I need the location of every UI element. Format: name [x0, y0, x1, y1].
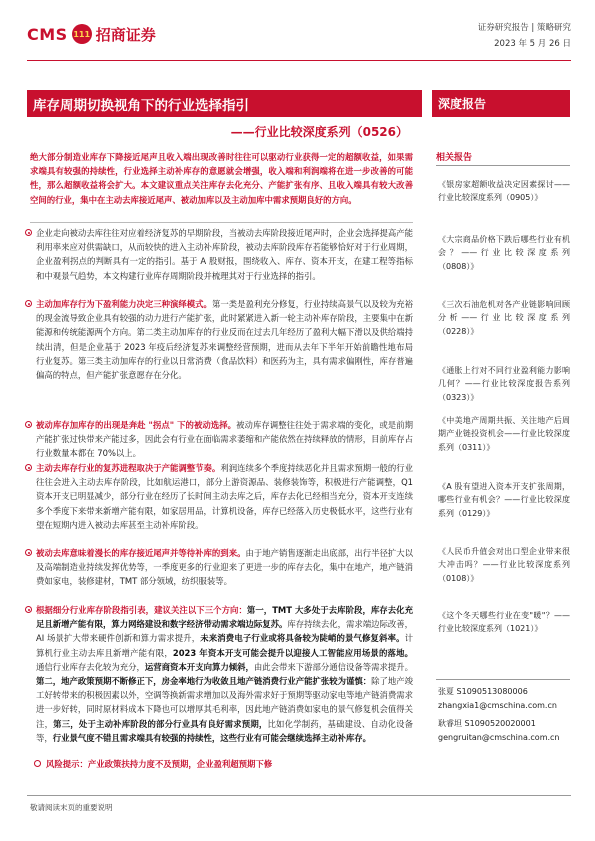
related-report-link[interactable]: 《银房家超额收益决定因素探讨——行业比较深度系列（0905）》	[438, 180, 570, 203]
bullet-body	[36, 228, 413, 281]
bullet-icon	[25, 229, 32, 236]
body-text: 利润连续多个季度持续恶化并且需求预期一般的行业往往会进入主动去库存阶段，比如航运港口，部分上游资源品、装修装饰等，积极进行产能调整，Q1 资本开支已明显减少，部分行业在经历了长时间主动去库之后，库存去化已经相当充分，资本开支连续多个季度下来带来新增产能有限，如家居用品，计算机设备，库存已经落入历史极低水平，这些行业有望在短期内进入被动去库甚至主动补库阶段。	[36, 463, 413, 530]
footer-divider	[27, 795, 571, 796]
bullet-body	[36, 420, 413, 458]
report-date: 2023 年 5 月 26 日	[494, 39, 571, 49]
doc-type: 证券研究报告 | 策略研究	[477, 23, 571, 33]
analyst-name-id: 耿睿坦 S1090520020001	[438, 719, 536, 728]
summary-divider	[30, 222, 413, 223]
body-text: 由于地产销售逐渐走出底部，出行半径扩大以及高端制造业持续发挥优势等，一季度更多的行业迎来了更进一步的库存去化，集中在地产，地产链消费如家电，装修建材，TMT 部分领域，纺织服装等。	[36, 548, 414, 587]
depth-report-label: 深度报告	[438, 97, 487, 111]
bullet-icon	[25, 606, 32, 613]
related-reports-title: 相关报告	[436, 153, 473, 163]
bullet-paragraph-4	[36, 461, 413, 532]
related-report-link[interactable]: 《中美地产周期共振、关注地产后周期产业链投资机会——行业比较深度系列（0311）》	[438, 416, 570, 452]
emphasis-text: 第三，处于主动补库阶段的部分行业具有良好需求预期，	[53, 718, 268, 729]
related-report-link[interactable]: 《A 股有望进入资本开支扩张周期，哪些行业有机会？——行业比较深度系列（0129）》	[438, 482, 570, 518]
body-text: 通信行业库存去化较为充分，	[36, 661, 145, 672]
emphasis-text: 被动去库意味着漫长的库存接近尾声并等待补库的到来。	[36, 548, 246, 558]
related-report-link[interactable]: 《人民币升值会对出口型企业带来很大冲击吗？——行业比较深度系列（0108）》	[438, 547, 570, 583]
analysts-divider	[436, 679, 570, 680]
emphasis-text: 未来消费电子行业或将具备较为陡峭的景气修复斜率。	[200, 633, 405, 644]
related-report-link[interactable]: 《通胀上行对不同行业盈利能力影响几何？——行业比较深度报告系列（0323）》	[438, 366, 570, 402]
depth-report-band	[432, 90, 570, 117]
emphasis-text: 主动加库存行为下盈利能力决定三种演绎模式。	[36, 299, 212, 309]
summary-paragraph: 绝大部分制造业库存下降接近尾声且收入端出现改善时往往可以驱动行业获得一定的超额收益，如果需求端具有较强的持续性，行业选择主动补库存的意愿就会增强，收入端和利润端将在进一步改善的可能性，那么超额收益将会扩大。本文建议重点关注库存去化充分、产能扩张有序、且收入端具有较大改善空间的行业，集中在主动去库接近尾声、被动加库以及主动加库中需求预期良好的方向。	[30, 152, 413, 205]
header-meta	[478, 20, 571, 52]
body-text: 第一类是盈利充分修复，行业持续高景气以及较为充裕的现金流导致企业具有较强的动力进行产能扩张，此时紧紧进入新一轮主动补库存阶段，主要集中在新能源和传统能源两个方向。第二类主动加库存的行业反而在过去几年经历了盈利大幅下滑以及供给端持续出清，但是企业基于 2023 年疫后经济复苏来调整经营预期，进而从去年下半年开始前瞻性地布局行业复苏。第三类主动加库存的行业以日常消费（食品饮料）和医药为主，具有需求偏刚性，库存普遍偏高的特点，但产能扩张意愿存在分化。	[36, 299, 414, 381]
bullet-body	[36, 299, 413, 380]
emphasis-text: 被动库存加库存的出现是奔赴 "拐点" 下的被动选择。	[36, 420, 237, 430]
logo-seal-icon: 111	[72, 24, 92, 44]
emphasis-text: 运营商资本开支向算力倾斜，	[144, 661, 254, 672]
report-title: 库存周期切换视角下的行业选择指引	[33, 97, 249, 114]
bullet-icon	[34, 760, 41, 767]
emphasis-text: 第二，地产政策预期不断修正下，房金率地行为收敛且地产链消费行业产能扩张较为谨慎：	[36, 676, 372, 687]
emphasis-text: 第一，TMT 大多处于去库阶段，库存去化充足且新增产能有限，算力网络建设和数字经济带动需求端边际复苏。	[36, 605, 413, 630]
bullet-icon	[25, 464, 32, 471]
bullet-paragraph-5	[36, 546, 413, 589]
bullet-body	[36, 548, 413, 586]
company-logo	[27, 22, 156, 46]
header-divider	[27, 60, 571, 61]
emphasis-text: 根据细分行业库存阶段指引表，建议关注以下三个方向：	[36, 605, 247, 615]
related-divider	[436, 165, 570, 166]
body-text: 企业走向被动去库往往对应着经济复苏的早期阶段，当被动去库阶段接近尾声时，企业会选择提高产能利用率来应对供需缺口，从而较快的进入主动补库阶段，被动去库阶段库存若能够恰好对于行业周期，企业盈利拐点的判断具有一定的指引。基于 A 股财报，围绕收入、库存、资本开支，在建工程等指标和中观景气趋势，本文构建行业库存周期阶段并梳理其对于行业选择的指引。	[36, 228, 413, 281]
body-text: 比如化学制药，基础建设、自动化设备等，	[36, 718, 414, 743]
related-report-link[interactable]: 《大宗商品价格下跌后哪些行业有机会？——行业比较深度系列（0808）》	[438, 235, 570, 271]
bullet-body	[36, 605, 413, 743]
analyst-email[interactable]: zhangxia1@cmschina.com.cn	[438, 701, 557, 710]
body-text: 计算机行业主动去库且新增产能有限，	[36, 633, 413, 658]
bullet-body	[36, 463, 413, 530]
body-text: 由此会带来下游部分通信设备等需求提升。	[253, 661, 414, 672]
emphasis-text: 主动去库存行业的复苏进程取决于产能调整节奏。	[36, 463, 221, 473]
bullet-paragraph-2	[36, 297, 413, 382]
related-report-link[interactable]: 《三次石油危机对各产业链影响回顾分析——行业比较深度系列（0228）》	[438, 300, 570, 336]
bullet-paragraph-3	[36, 418, 413, 461]
footer-disclaimer: 敬请阅读末页的重要说明	[30, 803, 113, 812]
body-text: 库存持续去化，需求端边际改善，AI 场景扩大带来硬件创新和算力需求提升，	[36, 619, 414, 644]
bullet-icon	[25, 300, 32, 307]
analyst-name-id: 张夏 S1090513080006	[438, 687, 528, 696]
analyst-email[interactable]: gengruitan@cmschina.com.cn	[438, 733, 560, 742]
report-subtitle: ——行业比较深度系列（0526）	[230, 125, 408, 139]
emphasis-text: 行业景气度不错且需求端具有较强的持续性，这些行业有可能会继续选择主动补库存。	[52, 732, 371, 743]
emphasis-text: 2023 年资本开支可能会提升以迎接人工智能应用场景的落地。	[172, 647, 413, 658]
logo-cn-text: 招商证券	[95, 25, 156, 44]
bullet-paragraph-1	[36, 226, 413, 283]
risk-warning: 风险提示：产业政策扶持力度不及预期，企业盈利超预期下修	[46, 758, 272, 770]
logo-cms-text: CMS	[27, 24, 68, 44]
related-report-link[interactable]: 《这个冬天哪些行业在变"暖"？——行业比较深度系列（1021）》	[438, 611, 570, 634]
bullet-paragraph-6	[36, 603, 413, 745]
bullet-icon	[25, 421, 32, 428]
body-text: 除了地产竣工好转带来的积极因素以外，空调等换新需求增加以及海外需求好于预期等驱动家电等地产链消费需求进一步好转，同时原材料成本下降也可以增厚其毛利率，因此地产链消费如家电的景气修复机会值得关注，	[36, 676, 414, 729]
title-band	[27, 90, 422, 117]
bullet-icon	[25, 549, 32, 556]
body-text: 被动库存调整往往处于需求端的变化，或是前期产能扩张过快带来产能过多，因此会有行业在面临需求萎缩和产能依然在持续释放的情形，目前库存占行业数量本都在 70%以上。	[36, 420, 413, 459]
